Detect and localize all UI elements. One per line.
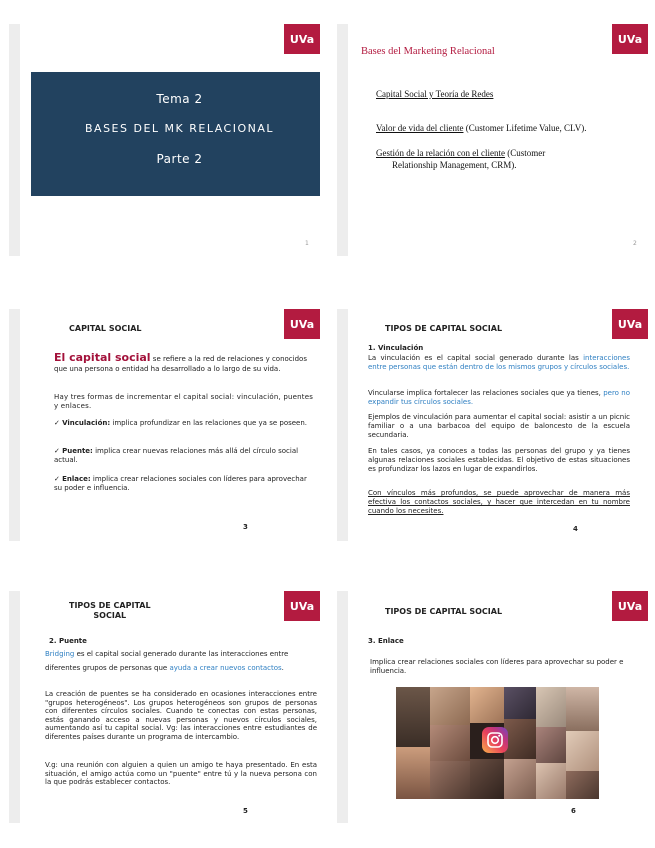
- paragraph-2: La creación de puentes se ha considerado en ocasiones interacciones entre "grupos heterogéneos". Los grupos heterogéneos son grupos de personas con diferentes círculos sociales. Cuando te conectas con estas personas, estás ganando acceso a nuevas personas y nuevos círculos sociales, aumentando así tu capital social. Vg: las interacciones entre estudiantes de diferentes países durante un programa de intercambio.: [45, 690, 317, 741]
- topic-item-1: Capital Social y Teoría de Redes: [376, 89, 494, 99]
- slide-title: CAPITAL SOCIAL: [69, 324, 142, 333]
- page-number: 2: [633, 240, 637, 247]
- slide-4: [337, 309, 648, 541]
- section-subtitle: 3. Enlace: [368, 637, 404, 645]
- paragraph-5: Con vínculos más profundos, se puede aprovechar de manera más efectiva los contactos sociales, y hacer que intercedan en tu nombre cuando los necesites.: [368, 489, 630, 516]
- paragraph-1-end: .: [281, 663, 284, 672]
- bullet-text: implica crear relaciones sociales con líderes para aprovechar su poder e influencia.: [54, 475, 307, 493]
- uva-logo: UVa: [612, 591, 648, 621]
- collage-photo: [536, 687, 566, 727]
- uva-logo: UVa: [612, 309, 648, 339]
- bullet-term: Enlace:: [62, 475, 91, 483]
- slide-title-line-1: TIPOS DE CAPITAL: [69, 601, 151, 610]
- influencer-collage: [396, 687, 599, 799]
- lead-term: El capital social: [54, 351, 151, 364]
- paragraph-4: En tales casos, ya conoces a todas las personas del grupo y ya tienes algunas relaciones sociales establecidas. El objetivo de estas situaciones es profundizar los lazos en lugar de expandirlos.: [368, 447, 630, 474]
- collage-photo: [536, 763, 566, 799]
- check-icon: ✓: [54, 447, 63, 455]
- uva-logo: UVa: [284, 591, 320, 621]
- topic-item-2-rest: (Customer Lifetime Value, CLV).: [463, 123, 587, 133]
- section-subtitle: 1. Vinculación: [368, 344, 424, 352]
- uva-logo: UVa: [612, 24, 648, 54]
- title-banner: [31, 72, 320, 196]
- collage-photo: [566, 731, 599, 771]
- page-number: 4: [573, 525, 578, 533]
- paragraph-2-highlight: pero no expandir tus círculos sociales.: [368, 389, 631, 407]
- bullet-text: implica crear nuevas relaciones más allá del círculo social actual.: [54, 447, 299, 465]
- slide-title: TIPOS DE CAPITAL SOCIAL: [385, 607, 503, 616]
- page-number: 1: [305, 240, 309, 247]
- paragraph-3: V.g: una reunión con alguien a quien un amigo te haya presentado. En esta situación, el amigo actúa como un "puente" entre tú y la nueva persona con la que podrás establecer contactos.: [45, 761, 317, 787]
- collage-photo: [470, 687, 504, 723]
- lead-text: se refiere a la red de relaciones y conocidos que una persona o entidad ha desarrollado a lo largo de su vida.: [54, 355, 307, 374]
- slide-1: [9, 24, 320, 256]
- paragraph-1: [368, 354, 630, 372]
- paragraph-1: [45, 648, 317, 675]
- collage-photo: [566, 771, 599, 799]
- page-number: 5: [243, 807, 248, 815]
- collage-photo: [430, 725, 470, 761]
- paragraph-2: [368, 389, 630, 407]
- banner-line-3: Parte 2: [156, 152, 203, 166]
- paragraph-1-text: La vinculación es el capital social generado durante las: [368, 354, 584, 362]
- paragraph-1: Implica crear relaciones sociales con líderes para aprovechar su poder e influencia.: [370, 658, 624, 676]
- check-icon: ✓: [54, 419, 63, 427]
- collage-photo: [566, 687, 599, 731]
- collage-photo: [470, 759, 504, 799]
- uva-logo: UVa: [284, 309, 320, 339]
- topic-item-3-term: Gestión de la relación con el cliente: [376, 148, 505, 158]
- paragraph-3: Ejemplos de vinculación para aumentar el capital social: asistir a un picnic familiar o a una barbacoa del equipo de baloncesto de la escuela secundaria.: [368, 413, 630, 440]
- bullet-vinculacion: [54, 419, 316, 428]
- topic-item-3-rest: (Customer: [504, 148, 546, 158]
- paragraph-1-highlight: interacciones entre personas que están dentro de los mismos grupos y círculos sociales.: [368, 354, 630, 372]
- slide-2: [337, 24, 648, 256]
- banner-line-2: BASES DEL MK RELACIONAL: [85, 122, 274, 135]
- topic-item-2: [376, 123, 646, 133]
- topic-item-3: [376, 147, 646, 171]
- collage-photo: [396, 687, 430, 747]
- paragraph-1-text: es el capital social generado durante las interacciones entre diferentes grupos de personas que: [45, 650, 289, 672]
- collage-photo: [504, 687, 536, 719]
- intro-paragraph: Hay tres formas de incrementar el capital social: vinculación, puentes y enlaces.: [54, 393, 314, 411]
- collage-photo: [504, 759, 536, 799]
- topic-item-3-line2: Relationship Management, CRM).: [392, 160, 517, 171]
- topic-item-2-term: Valor de vida del cliente: [376, 123, 464, 133]
- page-number: 3: [243, 523, 248, 531]
- paragraph-1-term: Bridging: [45, 650, 75, 658]
- bullet-enlace: [54, 475, 316, 493]
- slide-6: [337, 591, 648, 823]
- collage-photo: [430, 687, 470, 725]
- bullet-term: Puente:: [62, 447, 93, 455]
- slide-5: [9, 591, 320, 823]
- collage-photo: [430, 761, 470, 799]
- slide-title-line-2: SOCIAL: [93, 611, 127, 621]
- uva-logo: UVa: [284, 24, 320, 54]
- lead-paragraph: [54, 351, 316, 374]
- instagram-glyph: [486, 731, 504, 749]
- section-subtitle: 2. Puente: [49, 637, 87, 645]
- instagram-icon: [482, 727, 508, 753]
- collage-photo: [504, 719, 536, 759]
- page-number: 6: [571, 807, 576, 815]
- collage-photo: [536, 727, 566, 763]
- paragraph-2-text: Vincularse implica fortalecer las relaciones sociales que ya tienes,: [368, 389, 604, 397]
- slide-title: Bases del Marketing Relacional: [361, 46, 495, 57]
- paragraph-1-highlight: ayuda a crear nuevos contactos: [169, 663, 282, 672]
- bullet-puente: [54, 447, 316, 465]
- slide-title: [69, 601, 151, 622]
- bullet-term: Vinculación:: [62, 419, 111, 427]
- banner-line-1: Tema 2: [156, 92, 203, 106]
- slide-3: [9, 309, 320, 541]
- slide-title: TIPOS DE CAPITAL SOCIAL: [385, 324, 503, 333]
- check-icon: ✓: [54, 475, 63, 483]
- bullet-text: implica profundizar en las relaciones que ya se poseen.: [110, 419, 308, 427]
- collage-photo: [396, 747, 430, 799]
